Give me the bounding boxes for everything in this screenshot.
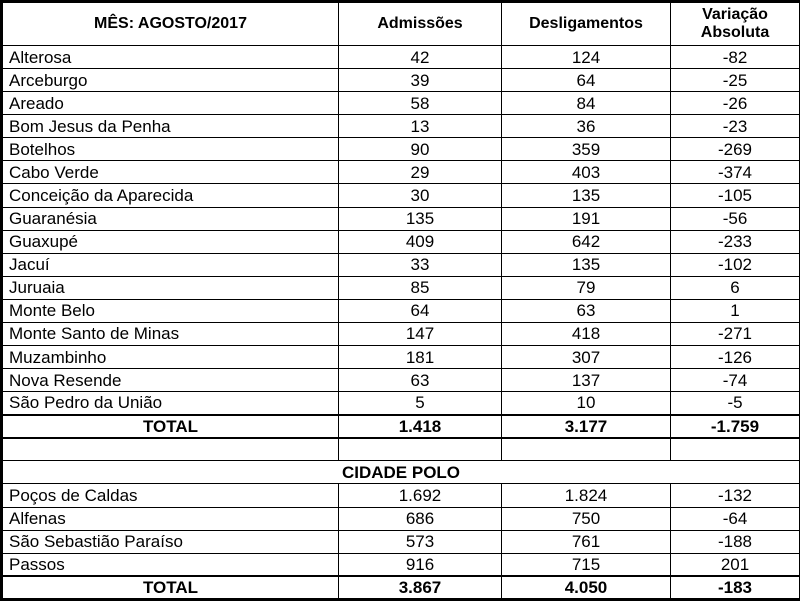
- variacao-value: -25: [671, 69, 800, 92]
- admissoes-value: 42: [339, 46, 502, 69]
- table-row: [2, 392, 800, 415]
- table-row: [2, 92, 800, 115]
- total-label: TOTAL: [2, 415, 339, 438]
- table-row: [2, 69, 800, 92]
- table-row: [2, 115, 800, 138]
- variacao-value: -5: [671, 392, 800, 415]
- table-row: [2, 553, 800, 576]
- desligamentos-value: 36: [502, 115, 671, 138]
- table-row: [2, 507, 800, 530]
- desligamentos-value: 79: [502, 276, 671, 299]
- admissoes-value: 573: [339, 530, 502, 553]
- city-name: Nova Resende: [2, 369, 339, 392]
- table-row: [2, 230, 800, 253]
- desligamentos-value: 135: [502, 253, 671, 276]
- admissoes-value: 147: [339, 322, 502, 345]
- admissoes-value: 1.692: [339, 484, 502, 507]
- admissoes-value: 135: [339, 207, 502, 230]
- variacao-value: -102: [671, 253, 800, 276]
- desligamentos-value: 418: [502, 322, 671, 345]
- variacao-value: 1: [671, 299, 800, 322]
- city-name: Cabo Verde: [2, 161, 339, 184]
- city-name: São Pedro da União: [2, 392, 339, 415]
- desligamentos-value: 715: [502, 553, 671, 576]
- admissoes-value: 13: [339, 115, 502, 138]
- variacao-value: 201: [671, 553, 800, 576]
- desligamentos-value: 10: [502, 392, 671, 415]
- total-label: TOTAL: [2, 576, 339, 599]
- desligamentos-value: 1.824: [502, 484, 671, 507]
- table-row: [2, 207, 800, 230]
- admissoes-value: 58: [339, 92, 502, 115]
- header-variacao-line1: Variação: [702, 6, 768, 24]
- variacao-value: 6: [671, 276, 800, 299]
- city-name: São Sebastião Paraíso: [2, 530, 339, 553]
- city-name: Juruaia: [2, 276, 339, 299]
- city-name: Monte Belo: [2, 299, 339, 322]
- table-row: [2, 484, 800, 507]
- desligamentos-value: 359: [502, 138, 671, 161]
- desligamentos-value: 135: [502, 184, 671, 207]
- table-body: [2, 46, 800, 600]
- table-row: [2, 276, 800, 299]
- desligamentos-value: 642: [502, 230, 671, 253]
- variacao-value: -269: [671, 138, 800, 161]
- variacao-value: -74: [671, 369, 800, 392]
- desligamentos-value: 64: [502, 69, 671, 92]
- admissoes-value: 181: [339, 346, 502, 369]
- desligamentos-value: 84: [502, 92, 671, 115]
- desligamentos-value: 124: [502, 46, 671, 69]
- variacao-value: -105: [671, 184, 800, 207]
- table-row: [2, 299, 800, 322]
- admissoes-value: 39: [339, 69, 502, 92]
- variacao-value: -374: [671, 161, 800, 184]
- total-admissoes: 3.867: [339, 576, 502, 599]
- admissoes-value: 686: [339, 507, 502, 530]
- table-row: [2, 161, 800, 184]
- admissoes-value: 63: [339, 369, 502, 392]
- desligamentos-value: 403: [502, 161, 671, 184]
- header-variacao-line2: Absoluta: [700, 24, 770, 41]
- city-name: Muzambinho: [2, 346, 339, 369]
- desligamentos-value: 307: [502, 346, 671, 369]
- city-name: Botelhos: [2, 138, 339, 161]
- variacao-value: -64: [671, 507, 800, 530]
- table-row: [2, 322, 800, 345]
- admissoes-value: 64: [339, 299, 502, 322]
- variacao-value: -233: [671, 230, 800, 253]
- table-row: [2, 369, 800, 392]
- city-name: Alterosa: [2, 46, 339, 69]
- table-row: [2, 253, 800, 276]
- variacao-value: -271: [671, 322, 800, 345]
- header-desligamentos: Desligamentos: [502, 2, 671, 46]
- variacao-value: -23: [671, 115, 800, 138]
- admissoes-value: 90: [339, 138, 502, 161]
- table-row: [2, 184, 800, 207]
- total-variacao: -183: [671, 576, 800, 599]
- variacao-value: -26: [671, 92, 800, 115]
- desligamentos-value: 761: [502, 530, 671, 553]
- city-name: Alfenas: [2, 507, 339, 530]
- desligamentos-value: 63: [502, 299, 671, 322]
- table-row: [2, 46, 800, 69]
- admissoes-value: 85: [339, 276, 502, 299]
- city-name: Poços de Caldas: [2, 484, 339, 507]
- city-name: Areado: [2, 92, 339, 115]
- table-row: [2, 346, 800, 369]
- desligamentos-value: 750: [502, 507, 671, 530]
- total-variacao: -1.759: [671, 415, 800, 438]
- header-admissoes: Admissões: [339, 2, 502, 46]
- empty-row: [2, 438, 800, 461]
- desligamentos-value: 137: [502, 369, 671, 392]
- header-variacao: [671, 2, 800, 46]
- section-title: CIDADE POLO: [2, 461, 800, 484]
- admissoes-value: 5: [339, 392, 502, 415]
- city-name: Arceburgo: [2, 69, 339, 92]
- total-desligamentos: 3.177: [502, 415, 671, 438]
- desligamentos-value: 191: [502, 207, 671, 230]
- admissoes-value: 29: [339, 161, 502, 184]
- header-row: [2, 2, 800, 46]
- admissoes-value: 916: [339, 553, 502, 576]
- admissoes-value: 409: [339, 230, 502, 253]
- total-desligamentos: 4.050: [502, 576, 671, 599]
- total-row: [2, 576, 800, 599]
- city-name: Jacuí: [2, 253, 339, 276]
- city-name: Bom Jesus da Penha: [2, 115, 339, 138]
- admissoes-value: 30: [339, 184, 502, 207]
- total-row: [2, 415, 800, 438]
- city-name: Guaranésia: [2, 207, 339, 230]
- variacao-value: -56: [671, 207, 800, 230]
- header-month: MÊS: AGOSTO/2017: [2, 2, 339, 46]
- total-admissoes: 1.418: [339, 415, 502, 438]
- variacao-value: -82: [671, 46, 800, 69]
- city-name: Guaxupé: [2, 230, 339, 253]
- admissoes-value: 33: [339, 253, 502, 276]
- variacao-value: -132: [671, 484, 800, 507]
- city-name: Passos: [2, 553, 339, 576]
- section-row: [2, 461, 800, 484]
- variacao-value: -126: [671, 346, 800, 369]
- city-name: Monte Santo de Minas: [2, 322, 339, 345]
- variacao-value: -188: [671, 530, 800, 553]
- table-row: [2, 530, 800, 553]
- city-name: Conceição da Aparecida: [2, 184, 339, 207]
- table-row: [2, 138, 800, 161]
